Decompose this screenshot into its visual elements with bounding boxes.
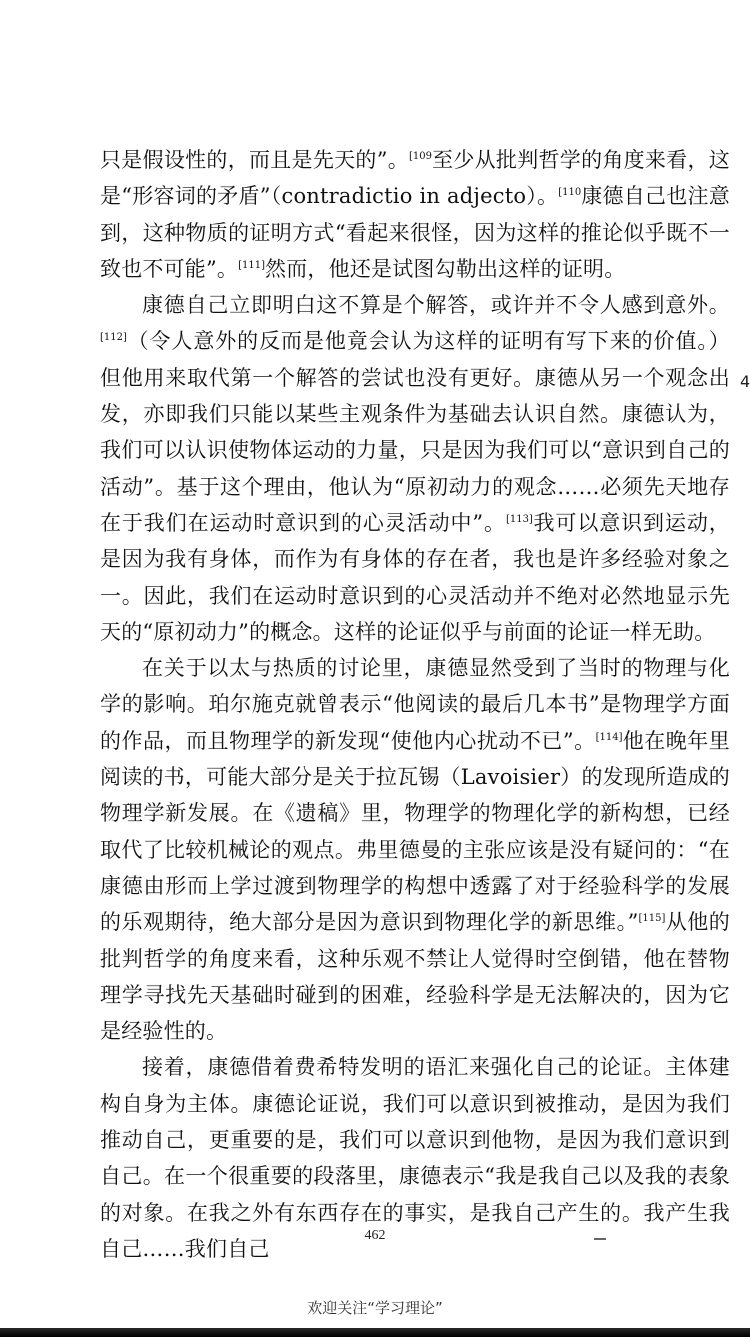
paragraph-text: 我可以意识到运动，是因为我有身体，而作为有身体的存在者，我也是许多经验对象之一。因此，我们在运动时意识到的心灵活动并不绝对必然地显示先天的“原初动力”的概念。这样的论证似乎与前面的论证一样无助。: [100, 510, 730, 644]
margin-mark: 4: [740, 372, 750, 391]
paragraph: [100, 650, 730, 1049]
paragraph-text: 接着，康德借着费希特发明的语汇来强化自己的论证。主体建构自身为主体。康德论证说，我们可以意识到被推动，是因为我们推动自己，更重要的是，我们可以意识到他物，是因为我们意识到自己。在一个很重要的段落里，康德表示“我是我自己以及我的表象的对象。在我之外有东西存在的事实，是我自己产生的。我产生我自己……我们自己: [100, 1055, 730, 1261]
paragraph-text: 至少从批判哲学的角度来看，这是“形容词的矛盾”（contradictio in adjecto）。: [100, 148, 730, 209]
footer-watermark-text: 欢迎关注“学习理论”: [307, 1299, 443, 1317]
paragraph: [100, 287, 730, 650]
footnote-marker: [115]: [638, 913, 666, 925]
footnote-marker: [110: [558, 187, 582, 199]
paragraph-text: 在关于以太与热质的讨论里，康德显然受到了当时的物理与化学的影响。珀尔施克就曾表示“他阅读的最后几本书”是物理学方面的作品，而且物理学的新发现“使他内心扰动不已”。: [100, 656, 730, 753]
footnote-marker: [113]: [505, 513, 533, 525]
paragraph: [100, 142, 730, 287]
paragraph-text: 他在晚年里阅读的书，可能大部分是关于拉瓦锡（Lavoisier）的发现所造成的物理学新发展。在《遗稿》里，物理学的物理化学的新构想，已经取代了比较机械论的观点。弗里德曼的主张应该是没有疑问的：“在康德由形而上学过渡到物理学的构想中透露了对于经验科学的发展的乐观期待，绝大部分是因为意识到物理化学的新思维。”: [100, 728, 730, 935]
footnote-marker: [109: [409, 151, 432, 162]
scan-dash-mark: [594, 1238, 606, 1240]
paragraph-text: 康德自己立即明白这不算是个解答，或许并不令人感到意外。: [142, 293, 730, 318]
paragraph-text: 只是假设性的，而且是先天的”。: [100, 148, 409, 172]
paragraph-text: 从他的批判哲学的角度来看，这种乐观不禁让人觉得时空倒错，他在替物理学寻找先天基础时碰到的困难，经验科学是无法解决的，因为它是经验性的。: [100, 910, 730, 1044]
footnote-marker: [114]: [595, 731, 623, 743]
page-number: 462: [364, 1228, 386, 1243]
paragraph-text: 然而，他还是试图勾勒出这样的证明。: [265, 256, 626, 281]
body-text: [100, 142, 730, 1267]
footnote-marker: [112]: [100, 332, 127, 344]
paragraph-text: 康德自己也注意到，这种物质的证明方式“看起来很怪，因为这样的推论似乎既不一致也不可能”。: [100, 184, 730, 281]
footnote-marker: [111]: [238, 259, 266, 271]
scan-bottom-edge: [0, 1328, 750, 1337]
paragraph-text: （令人意外的反而是他竟会认为这样的证明有写下来的价值。）但他用来取代第一个解答的尝试也没有更好。康德从另一个观念出发，亦即我们只能以某些主观条件为基础去认识自然。康德认为，我们可以认识使物体运动的力量，只是因为我们可以“意识到自己的活动”。基于这个理由，他认为“原初动力的观念……必须先天地存在于我们在运动时意识到的心灵活动中”。: [100, 329, 730, 535]
